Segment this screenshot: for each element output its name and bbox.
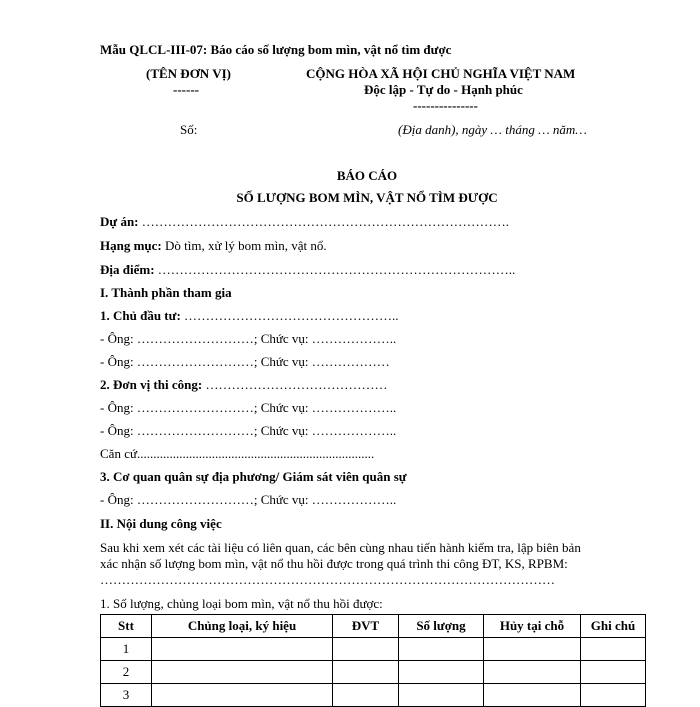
report-subtitle: SỐ LƯỢNG BOM MÌN, VẬT NỔ TÌM ĐƯỢC [236,190,498,205]
table-cell [152,638,333,661]
table-cell [581,684,646,707]
contractor-field [100,377,387,393]
table-cell [333,638,399,661]
row-number: 3 [101,684,152,707]
military-person-1: - Ông: ………………………; Chức vụ: ……………….. [100,492,397,507]
table-header-row [101,615,646,638]
table-cell [152,684,333,707]
location-value: ……………………………………………………………………….. [154,262,516,277]
form-code: Mẫu QLCL-III-07: Báo cáo số lượng bom mìn, vật nổ tìm được [100,42,452,57]
table-cell [484,638,581,661]
country-name: CỘNG HÒA XÃ HỘI CHỦ NGHĨA VIỆT NAM [306,66,576,81]
investor-field [100,308,399,324]
table-cell [581,661,646,684]
motto-rule: --------------- [413,98,478,113]
item-label: Hạng mục: [100,238,162,253]
location-label: Địa điểm: [100,262,155,277]
project-value: …………………………………………………………………………. [138,214,509,229]
basis-line: Căn cứ......................................................................... [100,446,375,461]
table-row [101,684,646,707]
col-header-type: Chủng loại, ký hiệu [152,615,333,638]
contractor-label: 2. Đơn vị thi công: [100,377,203,392]
col-header-unit: ĐVT [333,615,399,638]
org-name: (TÊN ĐƠN VỊ) [146,66,231,81]
col-header-notes: Ghi chú [581,615,646,638]
col-header-quantity: Số lượng [399,615,484,638]
table-cell [399,684,484,707]
contractor-value: …………………………………… [202,377,388,392]
table-cell [333,661,399,684]
col-header-stt: Stt [101,615,152,638]
document-number-label: Số: [180,122,198,137]
content-paragraph-line3: …………………………………………………………………………………………… [100,572,555,587]
subsection-1-label: 1. Số lượng, chủng loại bom mìn, vật nổ thu hồi được: [100,596,383,611]
contractor-person-1: - Ông: ………………………; Chức vụ: ……………….. [100,400,397,415]
col-header-destroyed: Hủy tại chỗ [484,615,581,638]
location-field [100,262,515,278]
ordnance-table [100,614,646,707]
report-title: BÁO CÁO [336,168,398,183]
table-cell [581,638,646,661]
content-paragraph-line2: xác nhận số lượng bom mìn, vật nổ thu hồi được trong quá trình thi công ĐT, KS, RPBM: [100,556,568,571]
row-number: 2 [101,661,152,684]
investor-value: ………………………………………….. [180,308,399,323]
table-cell [484,661,581,684]
place-date: (Địa danh), ngày … tháng … năm… [398,122,587,137]
item-value: Dò tìm, xử lý bom mìn, vật nổ. [161,238,327,253]
project-field [100,214,509,230]
table-cell [333,684,399,707]
item-field [100,238,327,254]
content-paragraph-line1: Sau khi xem xét các tài liệu có liên quan, các bên cùng nhau tiến hành kiểm tra, lập biên bản [100,540,581,555]
section2-title: II. Nội dung công việc [100,516,222,531]
military-label: 3. Cơ quan quân sự địa phương/ Giám sát viên quân sự [100,469,407,484]
row-number: 1 [101,638,152,661]
org-rule: ------ [173,82,199,97]
table-cell [399,661,484,684]
table-cell [152,661,333,684]
investor-person-1: - Ông: ………………………; Chức vụ: ……………….. [100,331,397,346]
table-cell [484,684,581,707]
motto: Độc lập - Tự do - Hạnh phúc [364,82,523,97]
table-row [101,638,646,661]
project-label: Dự án: [100,214,139,229]
investor-person-2: - Ông: ………………………; Chức vụ: ……………… [100,354,390,369]
section1-title: I. Thành phần tham gia [100,285,232,300]
investor-label: 1. Chủ đầu tư: [100,308,181,323]
table-row [101,661,646,684]
table-cell [399,638,484,661]
contractor-person-2: - Ông: ………………………; Chức vụ: ……………….. [100,423,397,438]
